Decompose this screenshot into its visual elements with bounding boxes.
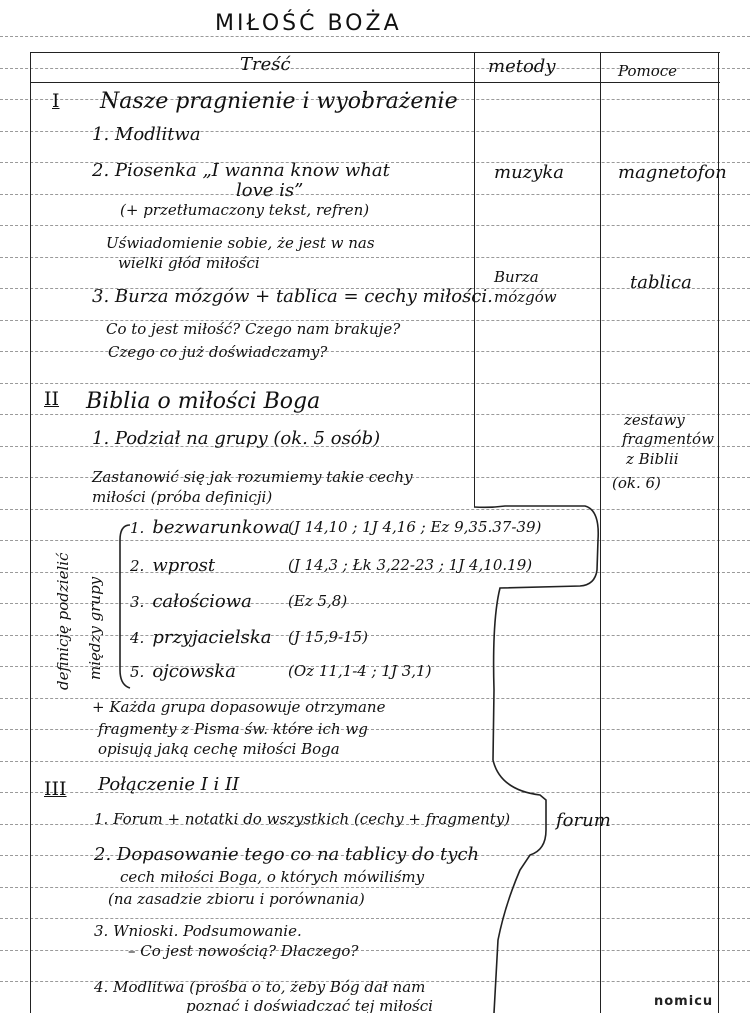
item-line: miłości (próba definicji) (92, 488, 273, 506)
side-note: między grupy (86, 576, 104, 680)
aid-note: magnetofon (618, 162, 727, 183)
list-item-number: 1. (130, 519, 145, 537)
aid-note: zestawy (624, 411, 685, 429)
item-line: 1. Podział na grupy (ok. 5 osób) (92, 428, 381, 449)
item-line: 2. Dopasowanie tego co na tablicy do tych (94, 844, 480, 865)
column-header-content: Treść (240, 54, 291, 75)
list-item-name: wprost (152, 555, 216, 576)
list-item-name: całościowa (152, 591, 252, 612)
list-item-number: 5. (130, 663, 145, 681)
brand-logo: nomicu (654, 994, 714, 1009)
method-note: forum (556, 810, 611, 831)
list-item-reference: (J 15,9-15) (288, 628, 369, 646)
item-line: Zastanowić się jak rozumiemy takie cechy (92, 468, 413, 486)
section-numeral: III (44, 778, 67, 800)
item-line: Co to jest miłość? Czego nam brakuje? (106, 320, 401, 338)
list-item-reference: (Ez 5,8) (288, 592, 348, 610)
list-item-name: ojcowska (152, 661, 236, 682)
list-item-reference: (J 14,10 ; 1J 4,16 ; Ez 9,35.37-39) (288, 518, 542, 536)
item-line: 3. Burza mózgów + tablica = cechy miłości. (92, 286, 493, 307)
list-item (130, 661, 432, 682)
item-line: 3. Wnioski. Podsumowanie. (94, 922, 302, 940)
closing-line: + Każda grupa dopasowuje otrzymane (92, 698, 386, 716)
list-item (130, 627, 369, 648)
item-line: (na zasadzie zbioru i porównania) (108, 890, 365, 908)
aid-note: z Biblii (626, 450, 679, 468)
list-item (130, 555, 533, 576)
list-item-name: przyjacielska (152, 627, 272, 648)
section-numeral: II (44, 388, 60, 410)
item-line: Czego co już doświadczamy? (108, 343, 328, 361)
list-item-reference: (J 14,3 ; Łk 3,22-23 ; 1J 4,10.19) (288, 556, 533, 574)
method-note: Burza (494, 268, 539, 286)
item-line: love is” (236, 180, 304, 201)
method-note: mózgów (494, 288, 557, 306)
list-item (130, 517, 542, 538)
page-title: MIŁOŚĆ BOŻA (215, 11, 402, 36)
item-line: – Co jest nowością? Dlaczego? (128, 942, 359, 960)
item-line: wielki głód miłości (118, 254, 260, 272)
column-header-aids: Pomoce (618, 62, 678, 80)
item-line: Uświadomienie sobie, że jest w nas (106, 234, 375, 252)
section-heading: Biblia o miłości Boga (86, 389, 321, 414)
list-item-number: 3. (130, 593, 145, 611)
aid-note: fragmentów (622, 430, 714, 448)
section-heading: Połączenie I i II (98, 774, 240, 795)
item-line: cech miłości Boga, o których mówiliśmy (120, 868, 425, 886)
list-item-reference: (Oz 11,1-4 ; 1J 3,1) (288, 662, 432, 680)
item-line: 1. Modlitwa (92, 124, 201, 145)
item-line: 2. Piosenka „I wanna know what (92, 160, 390, 181)
item-line: poznać i doświadczać tej miłości (186, 997, 433, 1013)
list-item-number: 4. (130, 629, 145, 647)
item-line: (+ przetłumaczony tekst, refren) (120, 201, 370, 219)
list-item (130, 591, 348, 612)
aid-note: (ok. 6) (612, 474, 661, 492)
column-header-methods: metody (488, 56, 556, 77)
method-note: muzyka (494, 162, 564, 183)
list-item-number: 2. (130, 557, 145, 575)
closing-line: opisują jaką cechę miłości Boga (98, 740, 340, 758)
section-numeral: I (52, 90, 60, 112)
section-heading: Nasze pragnienie i wyobrażenie (100, 89, 458, 114)
closing-line: fragmenty z Pisma św. które ich wg (98, 720, 368, 738)
aid-note: tablica (630, 272, 692, 293)
item-line: 1. Forum + notatki do wszystkich (cechy + fragmenty) (94, 810, 511, 828)
side-note: definicję podzielić (54, 552, 72, 690)
item-line: 4. Modlitwa (prośba o to, żeby Bóg dał nam (94, 978, 426, 996)
list-item-name: bezwarunkowa (152, 517, 290, 538)
